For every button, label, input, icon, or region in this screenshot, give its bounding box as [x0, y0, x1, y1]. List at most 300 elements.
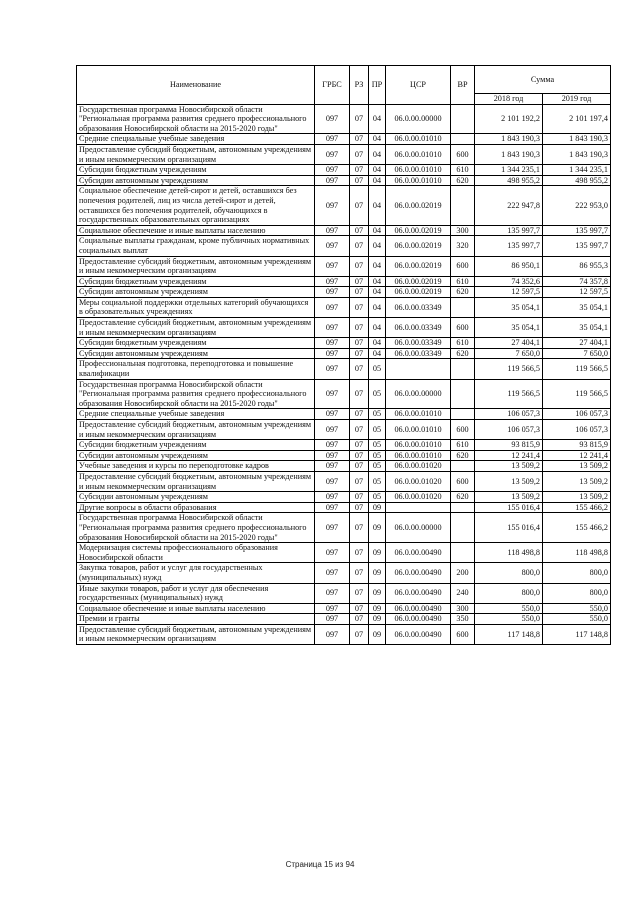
- cell-sum-2018: 135 997,7: [475, 225, 543, 236]
- cell-sum-2018: 13 509,2: [475, 461, 543, 472]
- cell-vr: 610: [451, 165, 475, 176]
- cell-name: Субсидии автономным учреждениям: [77, 348, 315, 359]
- cell-sum-2019: 119 566,5: [543, 379, 611, 409]
- cell-vr: 350: [451, 614, 475, 625]
- cell-grbs: 097: [315, 165, 350, 176]
- cell-vr: 610: [451, 276, 475, 287]
- cell-csr: 06.0.00.00490: [386, 614, 451, 625]
- cell-vr: 620: [451, 492, 475, 503]
- table-row: [77, 409, 611, 420]
- cell-grbs: 097: [315, 513, 350, 543]
- table-row: [77, 492, 611, 503]
- table-row: [77, 134, 611, 145]
- cell-csr: 06.0.00.03349: [386, 338, 451, 349]
- cell-name: Субсидии автономным учреждениям: [77, 175, 315, 186]
- cell-sum-2018: 2 101 192,2: [475, 104, 543, 134]
- cell-vr: [451, 297, 475, 317]
- cell-sum-2018: 117 148,8: [475, 624, 543, 644]
- cell-sum-2019: 550,0: [543, 614, 611, 625]
- table-row: [77, 603, 611, 614]
- cell-csr: 06.0.00.00490: [386, 624, 451, 644]
- cell-sum-2019: 155 466,2: [543, 513, 611, 543]
- cell-csr: 06.0.00.01010: [386, 450, 451, 461]
- cell-pr: 05: [369, 492, 386, 503]
- table-row: [77, 287, 611, 298]
- cell-sum-2019: 13 509,2: [543, 461, 611, 472]
- cell-grbs: 097: [315, 318, 350, 338]
- cell-csr: 06.0.00.01010: [386, 409, 451, 420]
- cell-csr: 06.0.00.02019: [386, 256, 451, 276]
- cell-vr: [451, 461, 475, 472]
- cell-sum-2018: 800,0: [475, 563, 543, 583]
- cell-pr: 09: [369, 543, 386, 563]
- cell-vr: 300: [451, 603, 475, 614]
- cell-grbs: 097: [315, 502, 350, 513]
- table-row: [77, 165, 611, 176]
- cell-sum-2018: 800,0: [475, 583, 543, 603]
- cell-vr: 610: [451, 440, 475, 451]
- cell-sum-2018: 106 057,3: [475, 420, 543, 440]
- header-year-2018: 2018 год: [475, 94, 543, 105]
- cell-rz: 07: [350, 236, 369, 256]
- cell-sum-2018: 1 843 190,3: [475, 144, 543, 164]
- header-vr: ВР: [451, 66, 475, 105]
- cell-rz: 07: [350, 513, 369, 543]
- cell-csr: 06.0.00.01010: [386, 165, 451, 176]
- cell-sum-2018: 550,0: [475, 614, 543, 625]
- cell-rz: 07: [350, 256, 369, 276]
- cell-rz: 07: [350, 614, 369, 625]
- cell-name: Социальное обеспечение детей-сирот и детей, оставшихся без попечения родителей, лиц из числа детей-сирот и детей, оставшихся без попечения родителей, обучающихся в государственных образовательных организациях: [77, 186, 315, 225]
- cell-sum-2019: 12 241,4: [543, 450, 611, 461]
- cell-sum-2018: 106 057,3: [475, 409, 543, 420]
- header-grbs: ГРБС: [315, 66, 350, 105]
- cell-pr: 04: [369, 104, 386, 134]
- cell-sum-2018: 74 352,6: [475, 276, 543, 287]
- cell-name: Профессиональная подготовка, переподготовка и повышение квалификации: [77, 359, 315, 379]
- cell-sum-2019: 118 498,8: [543, 543, 611, 563]
- cell-csr: 06.0.00.02019: [386, 225, 451, 236]
- cell-sum-2019: 2 101 197,4: [543, 104, 611, 134]
- cell-pr: 05: [369, 471, 386, 491]
- cell-name: Предоставление субсидий бюджетным, автономным учреждениям и иным некоммерческим организациям: [77, 256, 315, 276]
- cell-csr: 06.0.00.00000: [386, 379, 451, 409]
- table-row: [77, 297, 611, 317]
- cell-name: Субсидии бюджетным учреждениям: [77, 276, 315, 287]
- cell-name: Субсидии бюджетным учреждениям: [77, 440, 315, 451]
- cell-name: Субсидии автономным учреждениям: [77, 287, 315, 298]
- cell-rz: 07: [350, 563, 369, 583]
- budget-table: [76, 65, 611, 645]
- cell-vr: 600: [451, 318, 475, 338]
- cell-sum-2018: 119 566,5: [475, 379, 543, 409]
- cell-name: Учебные заведения и курсы по переподготовке кадров: [77, 461, 315, 472]
- cell-pr: 09: [369, 513, 386, 543]
- header-pr: ПР: [369, 66, 386, 105]
- cell-sum-2018: 550,0: [475, 603, 543, 614]
- cell-csr: 06.0.00.00000: [386, 104, 451, 134]
- cell-sum-2018: 13 509,2: [475, 492, 543, 503]
- cell-sum-2019: 86 955,3: [543, 256, 611, 276]
- cell-rz: 07: [350, 379, 369, 409]
- cell-grbs: 097: [315, 543, 350, 563]
- cell-grbs: 097: [315, 450, 350, 461]
- cell-sum-2018: 118 498,8: [475, 543, 543, 563]
- cell-vr: 620: [451, 175, 475, 186]
- cell-rz: 07: [350, 450, 369, 461]
- cell-csr: 06.0.00.01010: [386, 144, 451, 164]
- cell-sum-2019: 800,0: [543, 583, 611, 603]
- page-number: Страница 15 из 94: [285, 860, 355, 869]
- cell-pr: 04: [369, 318, 386, 338]
- table-row: [77, 583, 611, 603]
- cell-rz: 07: [350, 359, 369, 379]
- table-row: [77, 502, 611, 513]
- cell-sum-2018: 13 509,2: [475, 471, 543, 491]
- cell-rz: 07: [350, 409, 369, 420]
- header-year-2019: 2019 год: [543, 94, 611, 105]
- table-row: [77, 440, 611, 451]
- cell-grbs: 097: [315, 104, 350, 134]
- cell-sum-2018: 119 566,5: [475, 359, 543, 379]
- cell-pr: 09: [369, 624, 386, 644]
- cell-vr: 610: [451, 338, 475, 349]
- cell-rz: 07: [350, 603, 369, 614]
- cell-vr: 200: [451, 563, 475, 583]
- cell-grbs: 097: [315, 409, 350, 420]
- cell-sum-2019: 135 997,7: [543, 236, 611, 256]
- cell-sum-2019: 74 357,8: [543, 276, 611, 287]
- table-row: [77, 461, 611, 472]
- cell-vr: 600: [451, 471, 475, 491]
- cell-vr: 320: [451, 236, 475, 256]
- cell-sum-2018: 498 955,2: [475, 175, 543, 186]
- cell-sum-2018: 86 950,1: [475, 256, 543, 276]
- cell-vr: 600: [451, 144, 475, 164]
- cell-name: Государственная программа Новосибирской области "Региональная программа развития среднего профессионального образования Новосибирской области на 2015-2020 годы": [77, 513, 315, 543]
- cell-sum-2019: 155 466,2: [543, 502, 611, 513]
- cell-sum-2019: 1 843 190,3: [543, 144, 611, 164]
- cell-pr: 05: [369, 359, 386, 379]
- cell-sum-2018: 135 997,7: [475, 236, 543, 256]
- cell-rz: 07: [350, 348, 369, 359]
- cell-name: Меры социальной поддержки отдельных категорий обучающихся в образовательных учреждениях: [77, 297, 315, 317]
- cell-vr: [451, 409, 475, 420]
- cell-vr: 300: [451, 225, 475, 236]
- table-row: [77, 338, 611, 349]
- cell-sum-2019: 117 148,8: [543, 624, 611, 644]
- cell-pr: 04: [369, 165, 386, 176]
- cell-grbs: 097: [315, 461, 350, 472]
- cell-rz: 07: [350, 543, 369, 563]
- cell-pr: 04: [369, 256, 386, 276]
- cell-csr: 06.0.00.00490: [386, 543, 451, 563]
- cell-sum-2019: 550,0: [543, 603, 611, 614]
- cell-sum-2018: 222 947,8: [475, 186, 543, 225]
- cell-name: Премии и гранты: [77, 614, 315, 625]
- cell-rz: 07: [350, 165, 369, 176]
- cell-grbs: 097: [315, 348, 350, 359]
- table-row: [77, 450, 611, 461]
- cell-pr: 09: [369, 603, 386, 614]
- cell-grbs: 097: [315, 186, 350, 225]
- cell-vr: 600: [451, 256, 475, 276]
- cell-grbs: 097: [315, 492, 350, 503]
- cell-grbs: 097: [315, 440, 350, 451]
- cell-pr: 05: [369, 409, 386, 420]
- cell-csr: 06.0.00.03349: [386, 348, 451, 359]
- cell-grbs: 097: [315, 338, 350, 349]
- cell-rz: 07: [350, 420, 369, 440]
- table-row: [77, 318, 611, 338]
- cell-sum-2019: 93 815,9: [543, 440, 611, 451]
- cell-vr: [451, 134, 475, 145]
- cell-pr: 04: [369, 276, 386, 287]
- cell-vr: 620: [451, 450, 475, 461]
- cell-csr: 06.0.00.01020: [386, 492, 451, 503]
- cell-rz: 07: [350, 276, 369, 287]
- table-row: [77, 104, 611, 134]
- cell-pr: 04: [369, 338, 386, 349]
- cell-sum-2019: 135 997,7: [543, 225, 611, 236]
- cell-vr: 240: [451, 583, 475, 603]
- table-row: [77, 236, 611, 256]
- cell-sum-2019: 498 955,2: [543, 175, 611, 186]
- cell-vr: 600: [451, 624, 475, 644]
- cell-csr: 06.0.00.01010: [386, 175, 451, 186]
- cell-grbs: 097: [315, 563, 350, 583]
- cell-vr: 600: [451, 420, 475, 440]
- cell-rz: 07: [350, 583, 369, 603]
- cell-sum-2018: 12 241,4: [475, 450, 543, 461]
- cell-grbs: 097: [315, 287, 350, 298]
- cell-vr: [451, 543, 475, 563]
- table-row: [77, 359, 611, 379]
- cell-sum-2018: 27 404,1: [475, 338, 543, 349]
- cell-sum-2019: 7 650,0: [543, 348, 611, 359]
- cell-vr: 620: [451, 287, 475, 298]
- cell-grbs: 097: [315, 256, 350, 276]
- cell-pr: 09: [369, 583, 386, 603]
- cell-name: Субсидии автономным учреждениям: [77, 492, 315, 503]
- cell-sum-2019: 222 953,0: [543, 186, 611, 225]
- cell-sum-2018: 155 016,4: [475, 513, 543, 543]
- table-row: [77, 175, 611, 186]
- cell-sum-2018: 1 344 235,1: [475, 165, 543, 176]
- cell-vr: [451, 104, 475, 134]
- cell-csr: 06.0.00.00490: [386, 563, 451, 583]
- cell-grbs: 097: [315, 583, 350, 603]
- cell-rz: 07: [350, 461, 369, 472]
- table-row: [77, 186, 611, 225]
- cell-vr: [451, 513, 475, 543]
- cell-sum-2019: 1 843 190,3: [543, 134, 611, 145]
- cell-pr: 05: [369, 450, 386, 461]
- cell-name: Средние специальные учебные заведения: [77, 134, 315, 145]
- cell-sum-2019: 12 597,5: [543, 287, 611, 298]
- cell-name: Социальные выплаты гражданам, кроме публичных нормативных социальных выплат: [77, 236, 315, 256]
- cell-sum-2018: 7 650,0: [475, 348, 543, 359]
- cell-name: Модернизация системы профессионального образования Новосибирской области: [77, 543, 315, 563]
- cell-rz: 07: [350, 225, 369, 236]
- cell-rz: 07: [350, 502, 369, 513]
- cell-csr: 06.0.00.01010: [386, 420, 451, 440]
- cell-sum-2018: 155 016,4: [475, 502, 543, 513]
- cell-csr: 06.0.00.02019: [386, 186, 451, 225]
- cell-pr: 05: [369, 379, 386, 409]
- cell-rz: 07: [350, 134, 369, 145]
- table-row: [77, 614, 611, 625]
- cell-grbs: 097: [315, 134, 350, 145]
- cell-csr: 06.0.00.00490: [386, 583, 451, 603]
- cell-name: Предоставление субсидий бюджетным, автономным учреждениям и иным некоммерческим организациям: [77, 471, 315, 491]
- cell-pr: 04: [369, 134, 386, 145]
- header-name: Наименование: [77, 66, 315, 105]
- cell-vr: [451, 186, 475, 225]
- cell-rz: 07: [350, 144, 369, 164]
- table-row: [77, 420, 611, 440]
- cell-csr: 06.0.00.03349: [386, 297, 451, 317]
- cell-sum-2018: 35 054,1: [475, 318, 543, 338]
- table-row: [77, 144, 611, 164]
- cell-pr: 04: [369, 225, 386, 236]
- cell-vr: [451, 359, 475, 379]
- table-row: [77, 513, 611, 543]
- cell-pr: 04: [369, 186, 386, 225]
- cell-rz: 07: [350, 297, 369, 317]
- cell-csr: 06.0.00.02019: [386, 236, 451, 256]
- cell-name: Социальное обеспечение и иные выплаты населению: [77, 603, 315, 614]
- cell-vr: [451, 379, 475, 409]
- cell-name: Субсидии бюджетным учреждениям: [77, 338, 315, 349]
- cell-vr: [451, 502, 475, 513]
- cell-pr: 04: [369, 144, 386, 164]
- cell-csr: 06.0.00.02019: [386, 276, 451, 287]
- cell-sum-2019: 13 509,2: [543, 492, 611, 503]
- cell-rz: 07: [350, 471, 369, 491]
- cell-name: Иные закупки товаров, работ и услуг для обеспечения государственных (муниципальных) нужд: [77, 583, 315, 603]
- table-row: [77, 225, 611, 236]
- cell-sum-2018: 35 054,1: [475, 297, 543, 317]
- cell-rz: 07: [350, 492, 369, 503]
- cell-pr: 05: [369, 461, 386, 472]
- cell-csr: 06.0.00.00490: [386, 603, 451, 614]
- cell-rz: 07: [350, 318, 369, 338]
- cell-pr: 04: [369, 348, 386, 359]
- cell-name: Средние специальные учебные заведения: [77, 409, 315, 420]
- header-rz: РЗ: [350, 66, 369, 105]
- cell-grbs: 097: [315, 603, 350, 614]
- cell-grbs: 097: [315, 379, 350, 409]
- cell-sum-2019: 35 054,1: [543, 318, 611, 338]
- table-header-row: [77, 66, 611, 94]
- table-row: [77, 348, 611, 359]
- cell-sum-2019: 106 057,3: [543, 420, 611, 440]
- table-row: [77, 563, 611, 583]
- cell-grbs: 097: [315, 624, 350, 644]
- cell-rz: 07: [350, 175, 369, 186]
- cell-name: Предоставление субсидий бюджетным, автономным учреждениям и иным некоммерческим организациям: [77, 318, 315, 338]
- table-row: [77, 624, 611, 644]
- cell-sum-2018: 1 843 190,3: [475, 134, 543, 145]
- table-row: [77, 379, 611, 409]
- cell-pr: 09: [369, 614, 386, 625]
- cell-sum-2019: 800,0: [543, 563, 611, 583]
- cell-name: Другие вопросы в области образования: [77, 502, 315, 513]
- cell-rz: 07: [350, 104, 369, 134]
- cell-sum-2019: 35 054,1: [543, 297, 611, 317]
- cell-pr: 09: [369, 502, 386, 513]
- cell-pr: 05: [369, 440, 386, 451]
- cell-grbs: 097: [315, 144, 350, 164]
- cell-sum-2019: 106 057,3: [543, 409, 611, 420]
- cell-grbs: 097: [315, 359, 350, 379]
- cell-name: Государственная программа Новосибирской области "Региональная программа развития среднего профессионального образования Новосибирской области на 2015-2020 годы": [77, 104, 315, 134]
- cell-csr: 06.0.00.03349: [386, 318, 451, 338]
- cell-name: Предоставление субсидий бюджетным, автономным учреждениям и иным некоммерческим организациям: [77, 420, 315, 440]
- cell-csr: 06.0.00.01020: [386, 461, 451, 472]
- cell-rz: 07: [350, 186, 369, 225]
- table-row: [77, 256, 611, 276]
- cell-pr: 04: [369, 297, 386, 317]
- cell-name: Предоставление субсидий бюджетным, автономным учреждениям и иным некоммерческим организациям: [77, 624, 315, 644]
- cell-grbs: 097: [315, 236, 350, 256]
- cell-csr: [386, 359, 451, 379]
- cell-name: Закупка товаров, работ и услуг для государственных (муниципальных) нужд: [77, 563, 315, 583]
- cell-sum-2018: 12 597,5: [475, 287, 543, 298]
- cell-pr: 09: [369, 563, 386, 583]
- cell-pr: 04: [369, 236, 386, 256]
- cell-grbs: 097: [315, 471, 350, 491]
- cell-csr: 06.0.00.01010: [386, 134, 451, 145]
- header-sum: Сумма: [475, 66, 611, 94]
- cell-grbs: 097: [315, 276, 350, 287]
- cell-name: Предоставление субсидий бюджетным, автономным учреждениям и иным некоммерческим организациям: [77, 144, 315, 164]
- table-body: [77, 104, 611, 644]
- cell-csr: 06.0.00.02019: [386, 287, 451, 298]
- cell-grbs: 097: [315, 175, 350, 186]
- cell-csr: 06.0.00.01020: [386, 471, 451, 491]
- cell-sum-2019: 13 509,2: [543, 471, 611, 491]
- cell-rz: 07: [350, 624, 369, 644]
- cell-name: Государственная программа Новосибирской области "Региональная программа развития среднего профессионального образования Новосибирской области на 2015-2020 годы": [77, 379, 315, 409]
- cell-grbs: 097: [315, 614, 350, 625]
- table-row: [77, 543, 611, 563]
- cell-grbs: 097: [315, 225, 350, 236]
- cell-csr: 06.0.00.01010: [386, 440, 451, 451]
- header-csr: ЦСР: [386, 66, 451, 105]
- cell-sum-2018: 93 815,9: [475, 440, 543, 451]
- cell-grbs: 097: [315, 297, 350, 317]
- table-row: [77, 471, 611, 491]
- cell-rz: 07: [350, 338, 369, 349]
- cell-grbs: 097: [315, 420, 350, 440]
- cell-sum-2019: 27 404,1: [543, 338, 611, 349]
- cell-csr: 06.0.00.00000: [386, 513, 451, 543]
- cell-csr: [386, 502, 451, 513]
- cell-pr: 04: [369, 287, 386, 298]
- cell-name: Субсидии автономным учреждениям: [77, 450, 315, 461]
- cell-pr: 05: [369, 420, 386, 440]
- cell-rz: 07: [350, 287, 369, 298]
- cell-sum-2019: 119 566,5: [543, 359, 611, 379]
- cell-rz: 07: [350, 440, 369, 451]
- table-row: [77, 276, 611, 287]
- cell-vr: 620: [451, 348, 475, 359]
- cell-name: Социальное обеспечение и иные выплаты населению: [77, 225, 315, 236]
- cell-name: Субсидии бюджетным учреждениям: [77, 165, 315, 176]
- cell-sum-2019: 1 344 235,1: [543, 165, 611, 176]
